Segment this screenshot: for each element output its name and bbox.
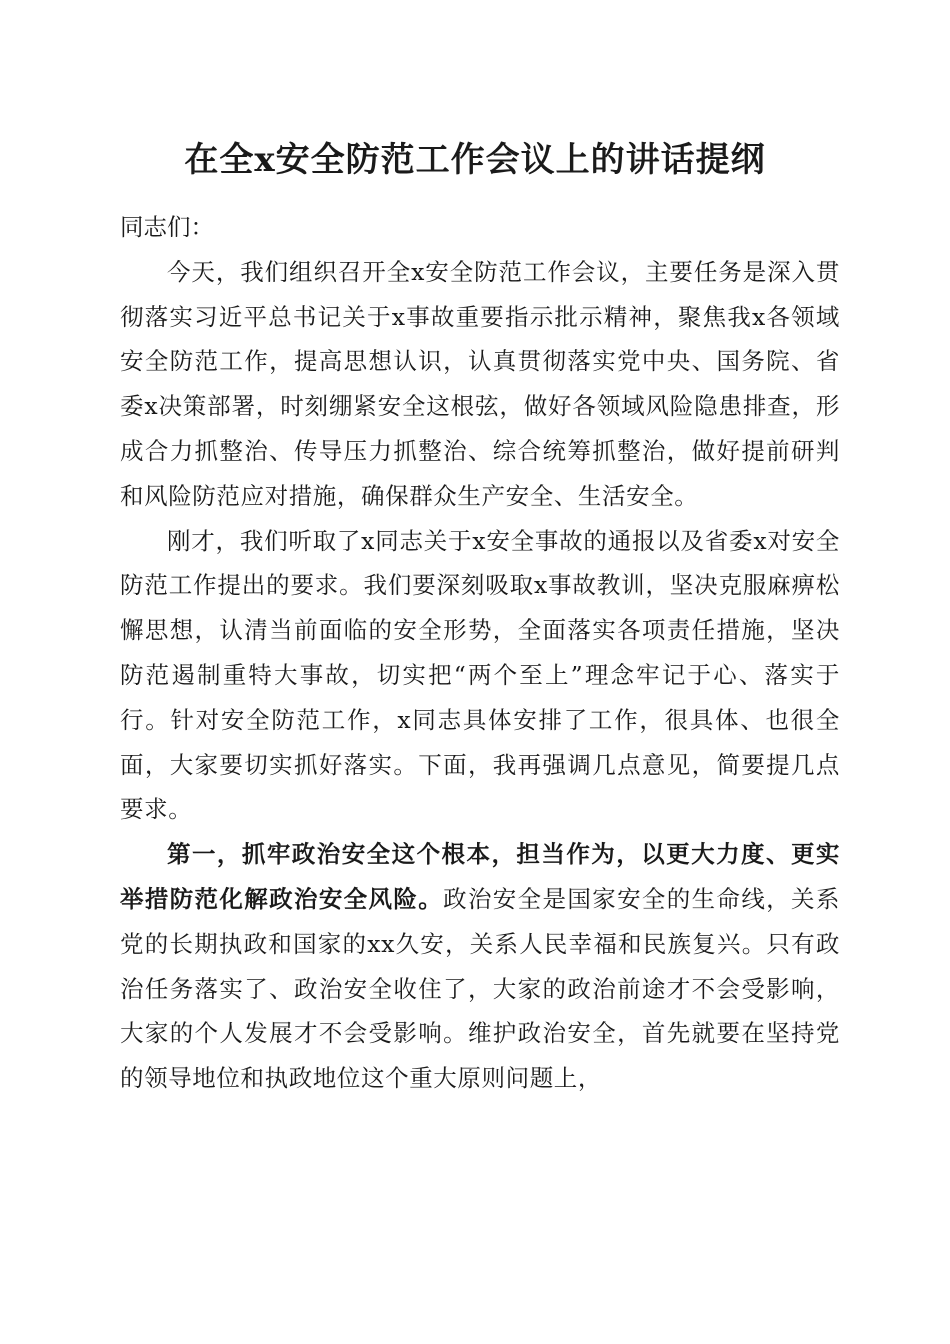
paragraph-lead-heading: 第一，抓牢政治安全这个根本，担当作为，以更大力度、更实举措防范化解政治安全风险。 xyxy=(120,840,840,913)
paragraph-background xyxy=(120,519,840,833)
salutation: 同志们： xyxy=(120,213,214,241)
paragraph-text: 今天，我们组织召开全x安全防范工作会议，主要任务是深入贯彻落实习近平总书记关于x事故重要指示批示精神，聚焦我x各领域安全防范工作，提高思想认识，认真贯彻落实党中央、国务院、省委x决策部署，时刻绷紧安全这根弦，做好各领域风险隐患排查，形成合力抓整治、传导压力抓整治、综合统筹抓整治，做好提前研判和风险防范应对措施，确保群众生产安全、生活安全。 xyxy=(120,257,840,510)
paragraph-text: 刚才，我们听取了x同志关于x安全事故的通报以及省委x对安全防范工作提出的要求。我们要深刻吸取x事故教训，坚决克服麻痹松懈思想，认清当前面临的安全形势，全面落实各项责任措施，坚决防范遏制重特大事故，切实把“两个至上”理念牢记于心、落实于行。针对安全防范工作，x同志具体安排了工作，很具体、也很全面，大家要切实抓好落实。下面，我再强调几点意见，简要提几点要求。 xyxy=(120,526,840,824)
paragraph-opening xyxy=(120,250,840,519)
paragraph-text: 政治安全是国家安全的生命线，关系党的长期执政和国家的xx久安，关系人民幸福和民族复兴。只有政治任务落实了、政治安全收住了，大家的政治前途才不会受影响，大家的个人发展才不会受影响。维护政治安全，首先就要在坚持党的领导地位和执政地位这个重大原则问题上， xyxy=(120,884,840,1093)
paragraph-point-one xyxy=(120,832,840,1101)
document-body xyxy=(120,205,840,1101)
document-title: 在全x安全防范工作会议上的讲话提纲 xyxy=(184,140,766,180)
